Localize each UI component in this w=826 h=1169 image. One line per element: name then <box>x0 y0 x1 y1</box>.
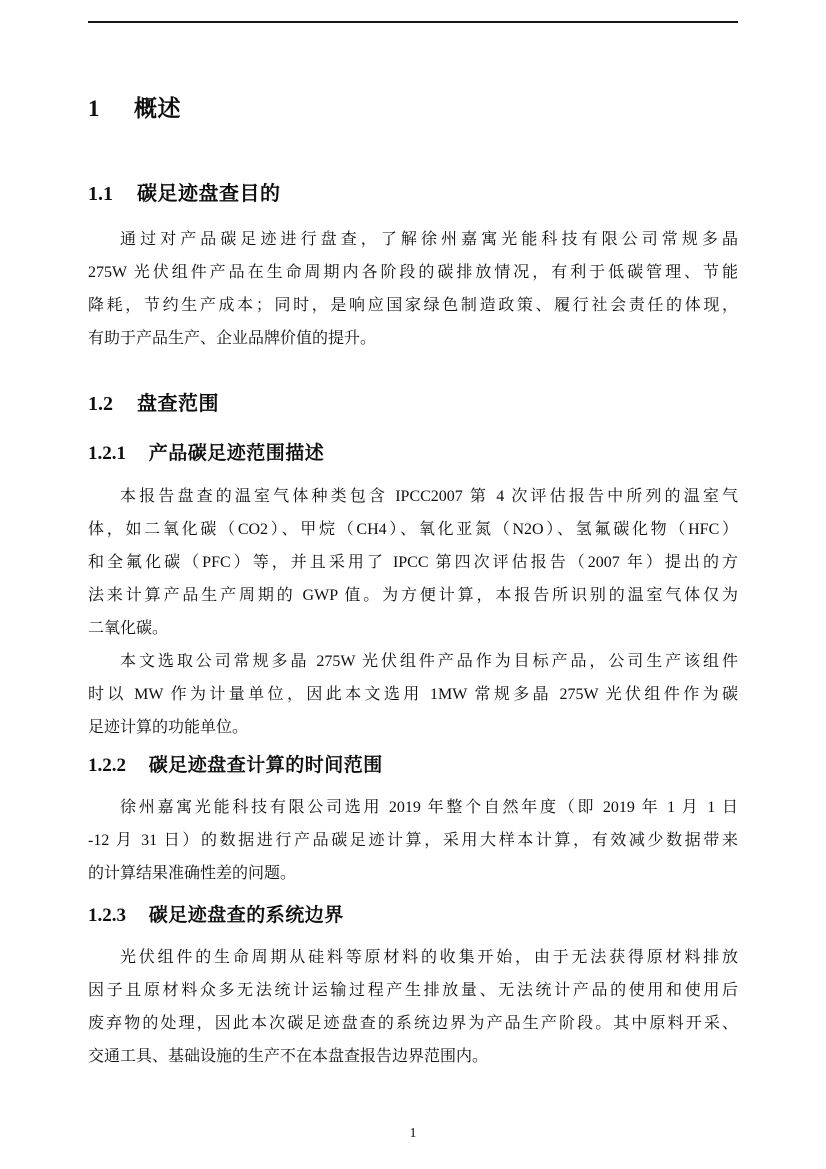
paragraph-line: 通过对产品碳足迹进行盘查，了解徐州嘉寓光能科技有限公司常规多晶 <box>120 231 738 248</box>
paragraph-line: 的计算结果准确性差的问题。 <box>88 865 297 882</box>
heading-system-boundary <box>88 903 738 928</box>
paragraph-line: 二氧化碳。 <box>88 620 169 637</box>
paragraph-system-boundary <box>88 941 738 1073</box>
paragraph-line: 和全氟化碳（PFC）等，并且采用了 IPCC 第四次评估报告（2007 年）提出的方 <box>88 554 738 571</box>
paragraph-ghg-types <box>88 480 738 645</box>
paragraph-line: 废弃物的处理，因此本次碳足迹盘查的系统边界为产品生产阶段。其中原料开采、 <box>88 1015 738 1032</box>
paragraph-functional-unit <box>88 645 738 744</box>
heading-title: 碳足迹盘查目的 <box>137 183 281 205</box>
paragraph-line: 有助于产品生产、企业品牌价值的提升。 <box>88 330 377 347</box>
heading-title: 产品碳足迹范围描述 <box>148 443 325 464</box>
paragraph-purpose <box>88 223 738 355</box>
page-content <box>88 23 738 1073</box>
heading-number: 1 <box>88 96 100 121</box>
paragraph-time-scope <box>88 791 738 890</box>
heading-number: 1.1 <box>88 183 113 205</box>
heading-number: 1.2 <box>88 393 113 415</box>
heading-title: 碳足迹盘查计算的时间范围 <box>148 755 383 776</box>
heading-scope <box>88 391 738 417</box>
paragraph-line: 徐州嘉寓光能科技有限公司选用 2019 年整个自然年度（即 2019 年 1 月 1 日 <box>120 799 738 816</box>
paragraph-line: 因子且原材料众多无法统计运输过程产生排放量、无法统计产品的使用和使用后 <box>88 982 738 999</box>
heading-time-scope <box>88 753 738 778</box>
paragraph-line: 法来计算产品生产周期的 GWP 值。为方便计算，本报告所识别的温室气体仅为 <box>88 587 738 604</box>
heading-scope-description <box>88 441 738 466</box>
heading-overview <box>88 93 738 124</box>
page-number: 1 <box>409 1126 417 1141</box>
paragraph-line: 光伏组件的生命周期从硅料等原材料的收集开始，由于无法获得原材料排放 <box>120 949 738 966</box>
paragraph-line: 体，如二氧化碳（CO2）、甲烷（CH4）、氧化亚氮（N2O）、氢氟碳化物（HFC） <box>88 521 738 538</box>
heading-title: 盘查范围 <box>137 393 219 415</box>
heading-title: 概述 <box>134 95 181 121</box>
paragraph-line: 时以 MW 作为计量单位，因此本文选用 1MW 常规多晶 275W 光伏组件作为碳 <box>88 686 738 703</box>
heading-purpose <box>88 181 738 207</box>
heading-number: 1.2.1 <box>88 443 126 464</box>
paragraph-line: 降耗，节约生产成本；同时，是响应国家绿色制造政策、履行社会责任的体现， <box>88 297 738 314</box>
paragraph-line: 本文选取公司常规多晶 275W 光伏组件产品作为目标产品，公司生产该组件 <box>120 653 738 670</box>
paragraph-line: 交通工具、基础设施的生产不在本盘查报告边界范围内。 <box>88 1048 489 1065</box>
paragraph-line: 本报告盘查的温室气体种类包含 IPCC2007 第 4 次评估报告中所列的温室气 <box>120 488 738 505</box>
paragraph-line: 275W 光伏组件产品在生命周期内各阶段的碳排放情况，有利于低碳管理、节能 <box>88 264 738 281</box>
heading-number: 1.2.3 <box>88 905 126 926</box>
page-footer <box>0 1124 826 1144</box>
heading-title: 碳足迹盘查的系统边界 <box>148 905 344 926</box>
paragraph-line: -12 月 31 日）的数据进行产品碳足迹计算，采用大样本计算，有效减少数据带来 <box>88 832 738 849</box>
paragraph-line: 足迹计算的功能单位。 <box>88 719 249 736</box>
heading-number: 1.2.2 <box>88 755 126 776</box>
